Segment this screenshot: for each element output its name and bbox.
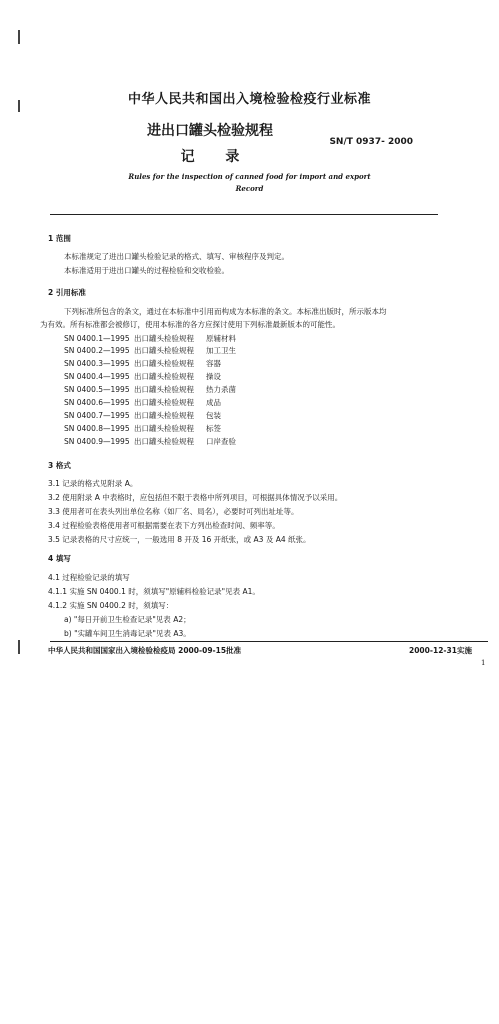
section-3-line-5: 3.5 记录表格的尺寸应统一，一般选用 8 开及 16 开纸张，或 A3 及 A4 纸张。: [48, 535, 311, 544]
section-3-line-4: 3.4 过程检验表格使用者可根据需要在表下方列出检查时间、频率等。: [48, 521, 280, 530]
english-title-line2: Record: [235, 184, 264, 193]
reference-row: SN 0400.5—1995 出口罐头检验规程 热力杀菌: [64, 385, 236, 394]
section-2-heading: 2 引用标准: [48, 288, 86, 297]
standard-code: SN/T 0937- 2000: [329, 137, 413, 147]
document-subtitle: 记 录: [180, 149, 240, 165]
english-title-line1: Rules for the inspection of canned food for import and export: [128, 172, 371, 181]
section-3-line-2: 3.2 使用附录 A 中表格时，应包括但不限于表格中所列项目，可根据具体情况予以采用。: [48, 493, 343, 502]
footer-issuer: 中华人民共和国国家出入境检验检疫局 2000-09-15批准: [48, 646, 242, 655]
section-4-line-1: 4.1 过程检验记录的填写: [48, 573, 130, 582]
reference-row: SN 0400.6—1995 出口罐头检验规程 成品: [64, 398, 221, 407]
section-4-line-2: 4.1.1 实施 SN 0400.1 时，须填写"原辅料检验记录"见表 A1。: [48, 587, 260, 596]
section-4-line-3: 4.1.2 实施 SN 0400.2 时，须填写：: [48, 601, 174, 610]
section-4-line-5: b) "实罐车间卫生消毒记录"见表 A3。: [64, 629, 191, 638]
section-3-heading: 3 格式: [48, 461, 71, 470]
reference-row: SN 0400.2—1995 出口罐头检验规程 加工卫生: [64, 346, 236, 355]
reference-row: SN 0400.8—1995 出口罐头检验规程 标签: [64, 424, 221, 433]
reference-row: SN 0400.9—1995 出口罐头检验规程 口岸查验: [64, 437, 236, 446]
reference-row: SN 0400.1—1995 出口罐头检验规程 原辅材料: [64, 334, 236, 343]
document-title: 进出口罐头检验规程: [147, 123, 273, 139]
page-number: 1: [481, 659, 486, 667]
industry-standard-title: 中华人民共和国出入境检验检疫行业标准: [127, 92, 371, 107]
section-1-heading: 1 范围: [48, 234, 71, 243]
section-3-line-3: 3.3 使用者可在表头列出单位名称（如厂名、局名），必要时可列出址址等。: [48, 507, 299, 516]
section-3-line-1: 3.1 记录的格式见附录 A。: [48, 479, 138, 488]
reference-row: SN 0400.4—1995 出口罐头检验规程 操设: [64, 372, 221, 381]
reference-row: SN 0400.3—1995 出口罐头检验规程 容器: [64, 359, 221, 368]
reference-row: SN 0400.7—1995 出口罐头检验规程 包装: [64, 411, 221, 420]
footer-rule: [50, 641, 488, 642]
section-2-line-2: 为有效。所有标准都会被修订，使用本标准的各方应探讨使用下列标准最新版本的可能性。: [40, 320, 340, 329]
section-1-line-1: 本标准规定了进出口罐头检验记录的格式、填写、审核程序及判定。: [64, 252, 289, 261]
footer-effective-date: 2000-12-31实施: [409, 646, 472, 655]
section-4-line-4: a) "每日开前卫生检查记录"见表 A2；: [64, 615, 191, 624]
section-4-heading: 4 填写: [48, 554, 71, 563]
section-1-line-2: 本标准适用于进出口罐头的过程检验和交收检验。: [64, 266, 229, 275]
section-2-line-1: 下列标准所包含的条文，通过在本标准中引用而构成为本标准的条文。本标准出版时，所示版本均: [64, 307, 387, 316]
document-body: [40, 0, 443, 640]
